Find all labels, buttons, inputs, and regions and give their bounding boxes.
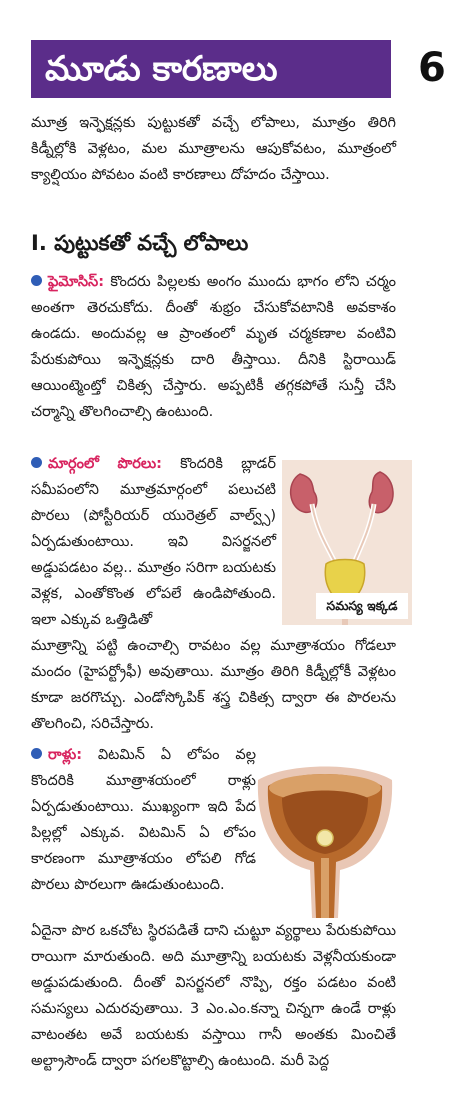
bladder-cross-section-image: [252, 758, 398, 918]
stones-text-wrap: విటమిన్ ఏ లోపం వల్ల కొందరికి మూత్రాశయంలో రాళ్లు ఏర్పడుతుంటాయి. ముఖ్యంగా ఇది పేద పిల్లల్లో ఎక్కువ. విటమిన్ ఏ లోపం కారణంగా మూత్రాశయం లోపలి గోడ పొరలు పొరలుగా ఊడుతుంటుంది.: [31, 747, 256, 893]
valves-keyword: మార్గంలో పొరలు:: [48, 456, 162, 472]
intro-paragraph: మూత్ర ఇన్ఫెక్షన్లకు పుట్టుకతో వచ్చే లోపాలు, మూత్రం తిరిగి కిడ్నీల్లోకి వెళ్లటం, మల మూత్రాలను ఆపుకోవటం, మూత్రంలో క్యాల్షియం పోవటం వంటి కారణాలు దోహదం చేస్తాయి.: [31, 115, 396, 183]
phimosis-paragraph: [31, 269, 396, 425]
valves-paragraph-continued: మూత్రాన్ని పట్టి ఉంచాల్సి రావటం వల్ల మూత్రాశయం గోడలూ మందం (హైపర్ట్రోఫీ) అవుతాయి. మూత్రం తిరిగి కిడ్నీల్లోకీ వెళ్లటం కూడా జరగొచ్చు. ఎండోస్కోపిక్ శస్త్ర చికిత్స ద్వారా ఈ పొరలను తొలగించి, సరిచేస్తారు.: [31, 638, 396, 732]
urinary-tract-illustration: [282, 460, 412, 625]
stones-paragraph-continued: ఏదైనా పొర ఒకచోట స్థిరపడితే దాని చుట్టూ వ్యర్థాలు పేరుకుపోయి రాయిగా మారుతుంది. అది మూత్రాన్ని బయటకు వెళ్లనీయకుండా అడ్డుపడుతుంది. దీంతో విసర్జనలో నొప్పి, రక్తం పడటం వంటి సమస్యలు ఎదురవుతాయి. 3 ఎం.ఎం.కన్నా చిన్నగా ఉండే రాళ్లు వాటంతట అవే బయటకు వస్తాయి గానీ అంతకు మించితే అల్ట్రాసౌండ్ ద్వారా పగలకొట్టాల్సి ఉంటుంది. మరీ పెద్ద: [31, 923, 396, 1069]
bullet-icon: [31, 457, 42, 468]
bullet-icon: [31, 275, 42, 286]
stones-keyword: రాళ్లు:: [48, 747, 82, 763]
image-caption: సమస్య ఇక్కడ: [316, 593, 408, 619]
page-title: మూడు కారణాలు: [45, 49, 278, 89]
phimosis-keyword: ఫైమోసిస్:: [48, 274, 105, 290]
bullet-icon: [31, 748, 42, 759]
valves-paragraph: [31, 451, 276, 633]
phimosis-text: కొందరు పిల్లలకు అంగం ముందు భాగం లోని చర్మం అంతగా తెరచుకోదు. దీంతో శుభ్రం చేసుకోవటానికి అవకాశం ఉండదు. అందువల్ల ఆ ప్రాంతంలో మృత చర్మకణాల వంటివి పేరుకుపోయి ఇన్ఫెక్షన్లకు దారి తీస్తాయి. దీనికి స్టిరాయిడ్ ఆయింట్మెంట్తో చికిత్స చేస్తారు. అప్పటికీ తగ్గకపోతే సున్తీ చేసి చర్మాన్ని తొలగించాల్సి ఉంటుంది.: [31, 274, 396, 420]
valves-text-wrap: కొందరికి బ్లాడర్ సమీపంలోని మూత్రమార్గంలో పలుచటి పొరలు (పోస్టీరియర్ యురెత్రల్ వాల్వ్స్) ఏర్పడుతుంటాయి. ఇవి విసర్జనలో అడ్డుపడటం వల్ల.. మూత్రం సరిగా బయటకు వెళ్లక, ఎంతోకొంత లోపలే ఉండిపోతుంది. ఇలా ఎక్కువ ఒత్తిడితో: [31, 456, 276, 628]
page-number: 6: [418, 45, 446, 91]
section-heading: I. పుట్టుకతో వచ్చే లోపాలు: [31, 231, 249, 255]
title-banner: [31, 40, 391, 98]
bladder-stone-illustration: [252, 758, 398, 918]
stones-paragraph: [31, 742, 256, 898]
